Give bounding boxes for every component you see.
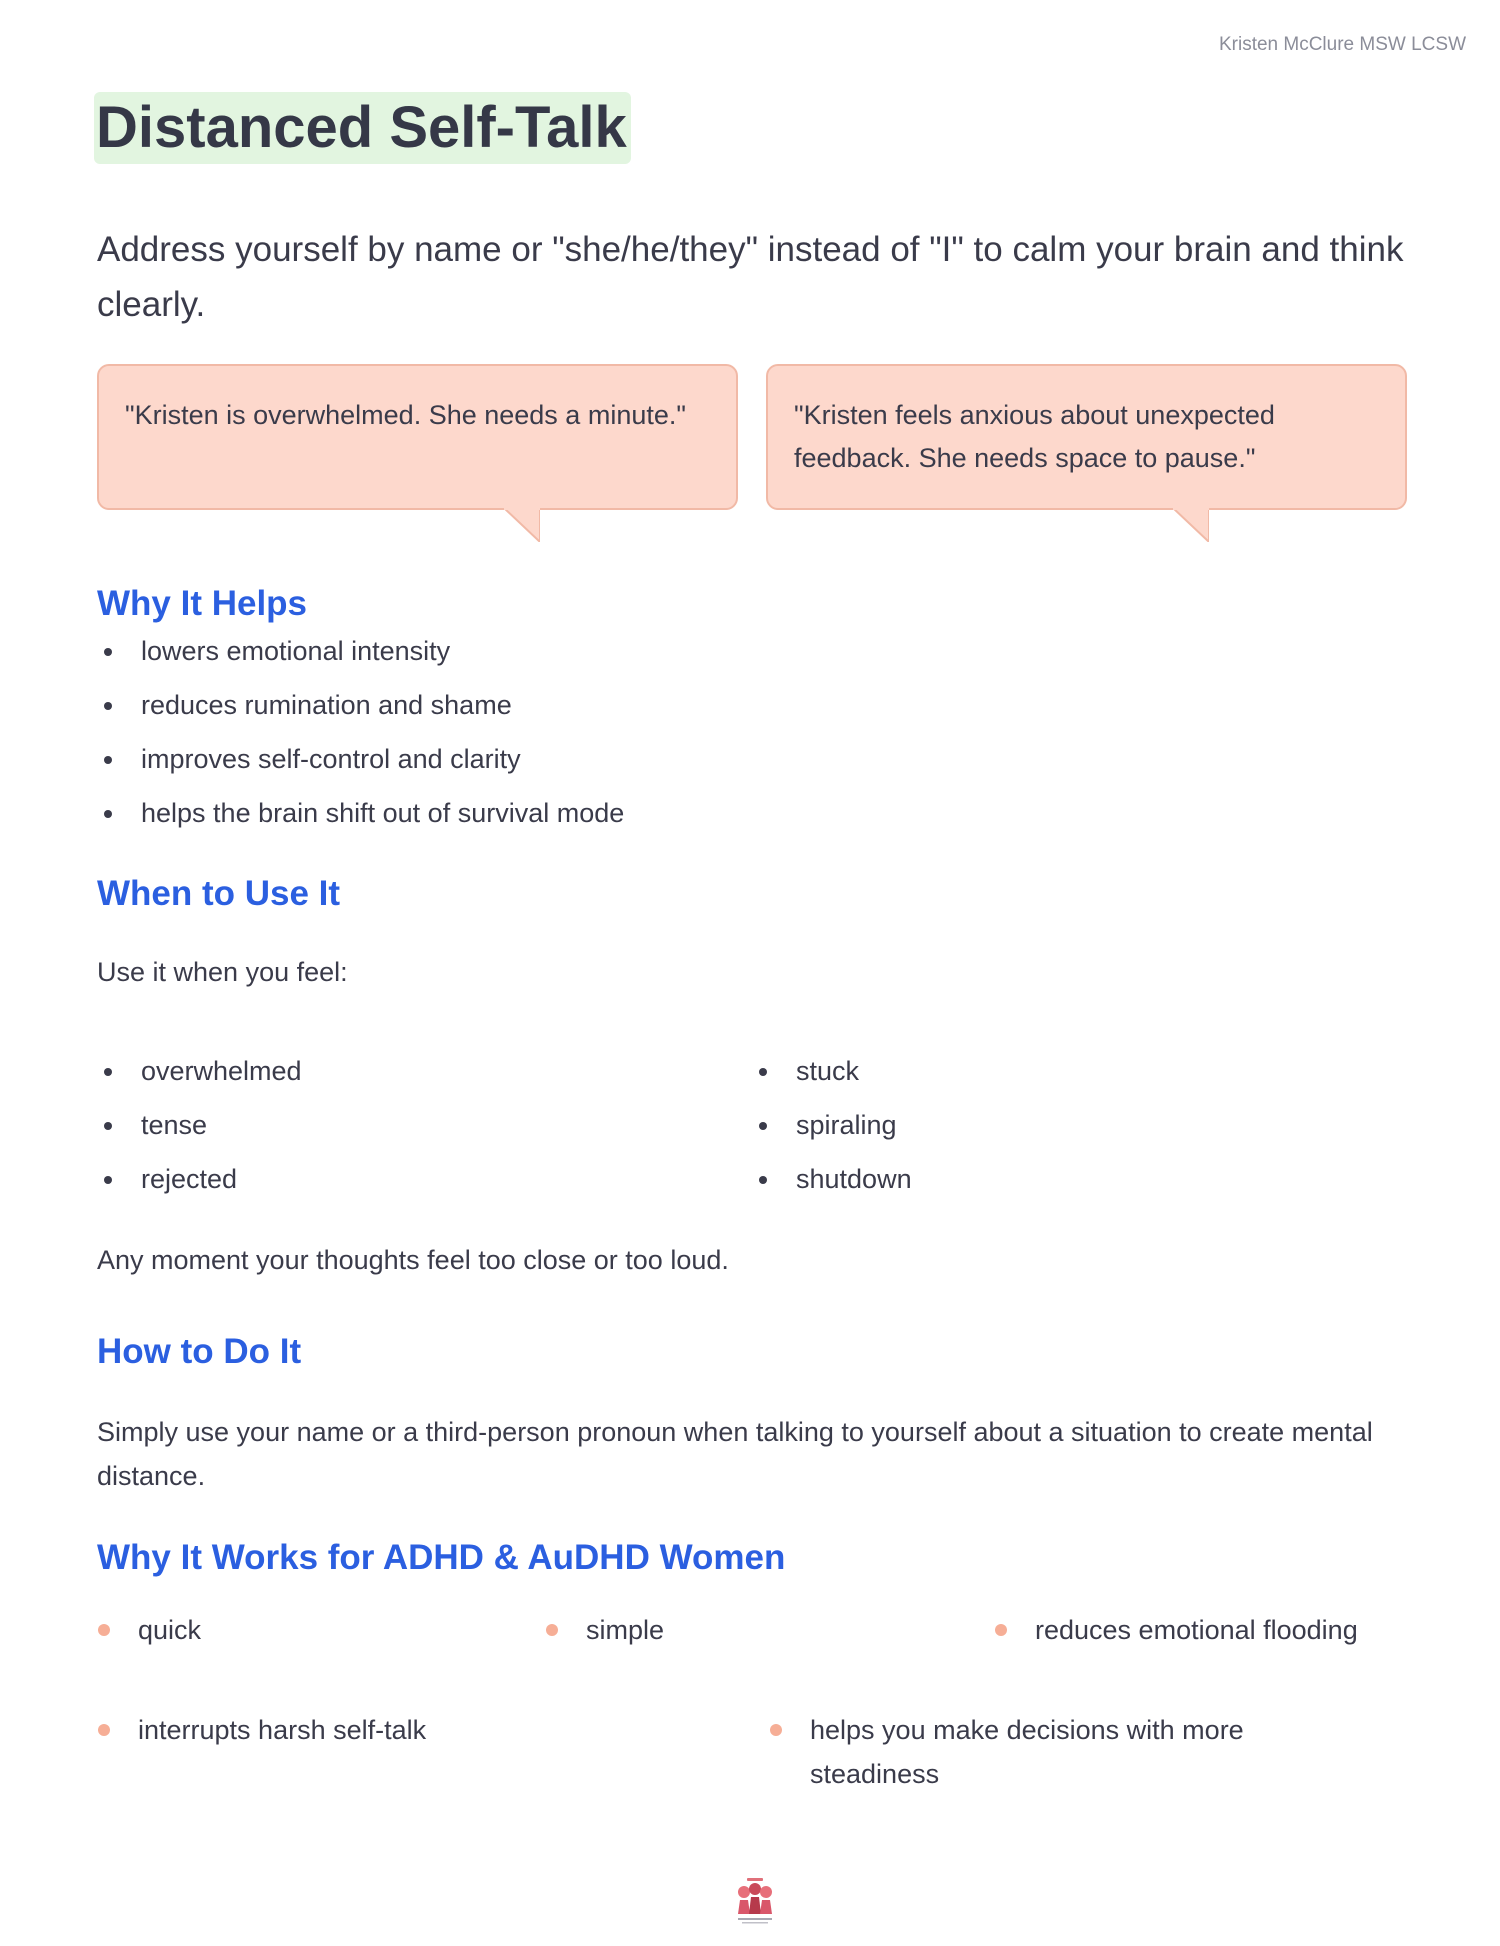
list-item: helps the brain shift out of survival mode bbox=[97, 786, 1407, 840]
when-to-use-lead: Use it when you feel: bbox=[97, 956, 348, 987]
speech-bubble-tail-icon bbox=[1173, 508, 1209, 542]
list-item: improves self-control and clarity bbox=[97, 732, 1407, 786]
example-quote-1: "Kristen is overwhelmed. She needs a minute." bbox=[125, 399, 686, 430]
page-title: Distanced Self-Talk bbox=[94, 92, 631, 164]
benefits-row-1 bbox=[97, 1608, 1407, 1708]
list-item: spiraling bbox=[752, 1098, 1407, 1152]
section-heading-why-it-works: Why It Works for ADHD & AuDHD Women bbox=[97, 1537, 786, 1577]
brand-logo-icon bbox=[730, 1876, 780, 1926]
benefit-item: interrupts harsh self-talk bbox=[97, 1708, 426, 1752]
example-bubbles bbox=[97, 364, 1407, 510]
benefit-item: reduces emotional flooding bbox=[994, 1608, 1358, 1652]
worksheet-content bbox=[97, 92, 1407, 1808]
feelings-list bbox=[97, 1044, 1407, 1206]
speech-bubble-example-2 bbox=[766, 364, 1407, 510]
speech-bubble-tail-icon bbox=[504, 508, 540, 542]
feelings-list-left bbox=[97, 1044, 752, 1206]
when-to-use-closing: Any moment your thoughts feel too close or too loud. bbox=[97, 1244, 729, 1275]
benefit-item: simple bbox=[545, 1608, 664, 1652]
list-item: reduces rumination and shame bbox=[97, 678, 1407, 732]
section-heading-why-it-helps: Why It Helps bbox=[97, 583, 308, 623]
benefit-item: helps you make decisions with more steadiness bbox=[769, 1708, 1370, 1796]
benefit-item: quick bbox=[97, 1608, 201, 1652]
example-quote-2: "Kristen feels anxious about unexpected feedback. She needs space to pause." bbox=[794, 399, 1275, 473]
intro-text: Address yourself by name or "she/he/they" instead of "I" to calm your brain and think clearly. bbox=[97, 229, 1404, 324]
section-heading-when-to-use: When to Use It bbox=[97, 873, 341, 913]
list-item: shutdown bbox=[752, 1152, 1407, 1206]
benefits-row-2 bbox=[97, 1708, 1407, 1808]
feelings-list-right bbox=[752, 1044, 1407, 1206]
list-item: rejected bbox=[97, 1152, 752, 1206]
list-item: tense bbox=[97, 1098, 752, 1152]
author-credit: Kristen McClure MSW LCSW bbox=[1218, 34, 1466, 55]
list-item: stuck bbox=[752, 1044, 1407, 1098]
section-heading-how-to: How to Do It bbox=[97, 1331, 302, 1371]
how-to-text: Simply use your name or a third-person pronoun when talking to yourself about a situation to create mental distance. bbox=[97, 1416, 1373, 1491]
why-it-helps-list bbox=[97, 624, 1407, 840]
list-item: lowers emotional intensity bbox=[97, 624, 1407, 678]
speech-bubble-example-1 bbox=[97, 364, 738, 510]
list-item: overwhelmed bbox=[97, 1044, 752, 1098]
